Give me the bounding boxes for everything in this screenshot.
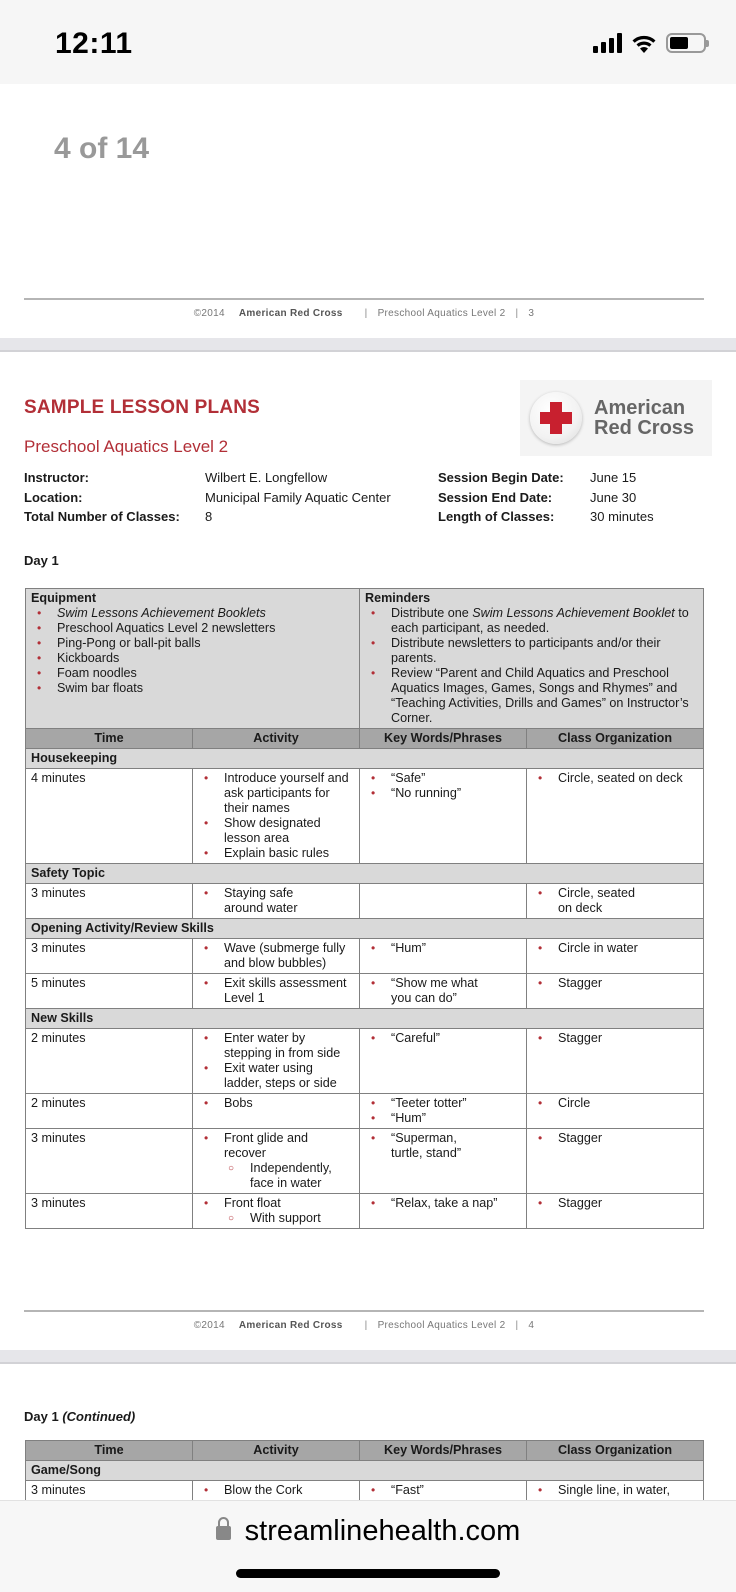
list-item: • Review “Parent and Child Aquatics and Preschool Aquatics Images, Games, Songs and Rhymes” and “Teaching Activities, Drills and Games” on Instructor’s Corner.: [365, 666, 698, 726]
activity-item: • Front float: [198, 1196, 354, 1211]
reminders-list: [365, 606, 698, 726]
footer-brand: American Red Cross: [238, 308, 343, 319]
keyword-item: • “Fast”: [365, 1483, 521, 1498]
location-value: Municipal Family Aquatic Center: [205, 489, 391, 505]
activity-item: • Front glide and recover: [198, 1131, 354, 1161]
keyword-item: • “Safe”: [365, 771, 521, 786]
column-header-activity: Activity: [193, 1441, 360, 1461]
home-indicator[interactable]: [236, 1569, 500, 1578]
lock-icon: [216, 1526, 231, 1540]
activity-subitem: ○ Independently, face in water: [198, 1161, 354, 1191]
list-item: • Foam noodles: [31, 666, 354, 681]
activity-subitem: ○ With support: [198, 1211, 354, 1226]
red-cross-icon: [530, 392, 582, 444]
column-header-keywords: Key Words/Phrases: [360, 729, 527, 749]
table-row: [26, 884, 704, 919]
table-header: [26, 1441, 704, 1461]
column-header-activity: Activity: [193, 729, 360, 749]
time-cell: 2 minutes: [26, 1029, 193, 1094]
page-footer-4: ©2014 American Red Cross | Preschool Aquatics Level 2 | 4: [24, 1310, 704, 1331]
time-cell: 3 minutes: [26, 884, 193, 919]
keyword-item: • “Show me what you can do”: [365, 976, 521, 1006]
table-row: [26, 974, 704, 1009]
footer-doc-title: Preschool Aquatics Level 2: [377, 308, 506, 319]
keyword-item: • “No running”: [365, 786, 521, 801]
footer-page-number: 3: [528, 308, 535, 319]
table-row: [26, 1481, 704, 1501]
section-opening-activity: Opening Activity/Review Skills: [26, 919, 704, 939]
battery-icon: [666, 33, 706, 53]
day-label: Day 1: [24, 553, 59, 568]
keyword-item: • “Hum”: [365, 941, 521, 956]
section-game-song: Game/Song: [26, 1461, 704, 1481]
time-cell: 3 minutes: [26, 939, 193, 974]
location-label: Location:: [24, 489, 83, 505]
activity-item: • Explain basic rules: [198, 846, 354, 861]
class-info-right: [438, 468, 718, 527]
table-row: [26, 1194, 704, 1229]
list-item: • Ping-Pong or ball-pit balls: [31, 636, 354, 651]
time-cell: 4 minutes: [26, 769, 193, 864]
page-separator: [0, 1350, 736, 1364]
list-item: • Distribute newsletters to participants and/or their parents.: [365, 636, 698, 666]
url-text: streamlinehealth.com: [244, 1515, 521, 1547]
organization-item: • Stagger: [532, 1131, 698, 1146]
footer-copyright: ©2014: [193, 1320, 225, 1331]
activity-item: • Exit water using ladder, steps or side: [198, 1061, 354, 1091]
list-item: • Preschool Aquatics Level 2 newsletters: [31, 621, 354, 636]
day-continued-label: Day 1 (Continued): [24, 1409, 136, 1424]
begin-date-label: Session Begin Date:: [438, 470, 564, 485]
activity-item: • Wave (submerge fully and blow bubbles): [198, 941, 354, 971]
organization-item: • Circle in water: [532, 941, 698, 956]
column-header-organization: Class Organization: [527, 729, 704, 749]
organization-item: • Circle: [532, 1096, 698, 1111]
activity-item: • Bobs: [198, 1096, 354, 1111]
table-row: [26, 1094, 704, 1129]
activity-item: • Enter water by stepping in from side: [198, 1031, 354, 1061]
time-cell: 3 minutes: [26, 1481, 193, 1501]
class-info-left: [24, 468, 434, 527]
reminders-title: Reminders: [365, 591, 431, 605]
activity-item: • Exit skills assessment Level 1: [198, 976, 354, 1006]
page-footer-3: ©2014 American Red Cross | Preschool Aquatics Level 2 | 3: [24, 298, 704, 319]
table-row: [26, 1029, 704, 1094]
section-housekeeping: Housekeeping: [26, 749, 704, 769]
table-row: [26, 769, 704, 864]
keyword-item: • “Careful”: [365, 1031, 521, 1046]
total-classes-value: 8: [205, 509, 213, 524]
browser-address-bar[interactable]: [0, 1500, 736, 1592]
status-icons: [593, 32, 706, 54]
organization-item: • Circle, seated on deck: [532, 771, 698, 786]
status-time: 12:11: [55, 27, 133, 60]
logo-text-line1: American: [594, 397, 686, 419]
list-item: • Kickboards: [31, 651, 354, 666]
equipment-box: [26, 589, 360, 729]
activity-item: • Staying safe around water: [198, 886, 354, 916]
page-separator: [0, 338, 736, 352]
time-cell: 5 minutes: [26, 974, 193, 1009]
lesson-plan-table: [25, 588, 704, 1229]
column-header-time: Time: [26, 1441, 193, 1461]
class-length-value: 30 minutes: [590, 509, 654, 524]
lesson-plan-table-continued: [25, 1440, 704, 1501]
keyword-item: • “Teeter totter”: [365, 1096, 521, 1111]
time-cell: 3 minutes: [26, 1194, 193, 1229]
logo-text-line2: Red Cross: [594, 417, 695, 439]
time-cell: 2 minutes: [26, 1094, 193, 1129]
organization-item: • Stagger: [532, 1031, 698, 1046]
column-header-time: Time: [26, 729, 193, 749]
keyword-item: • “Relax, take a nap”: [365, 1196, 521, 1211]
footer-copyright: ©2014: [193, 308, 225, 319]
end-date-label: Session End Date:: [438, 489, 553, 505]
instructor-value: Wilbert E. Longfellow: [205, 470, 328, 485]
document-subtitle: Preschool Aquatics Level 2: [24, 437, 229, 456]
reminders-box: [360, 589, 704, 729]
keyword-item: • “Hum”: [365, 1111, 521, 1126]
organization-item: • Stagger: [532, 976, 698, 991]
footer-brand: American Red Cross: [238, 1320, 343, 1331]
column-header-organization: Class Organization: [527, 1441, 704, 1461]
activity-item: • Show designated lesson area: [198, 816, 354, 846]
document-title: SAMPLE LESSON PLANS: [24, 397, 261, 418]
end-date-value: June 30: [590, 489, 637, 505]
keyword-item: • “Superman, turtle, stand”: [365, 1131, 521, 1161]
status-bar: [0, 0, 736, 84]
begin-date-value: June 15: [590, 470, 637, 485]
organization-item: • Stagger: [532, 1196, 698, 1211]
table-row: [26, 939, 704, 974]
table-header: [26, 729, 704, 749]
total-classes-label: Total Number of Classes:: [24, 509, 180, 524]
list-item: • Swim bar floats: [31, 681, 354, 696]
instructor-label: Instructor:: [24, 470, 89, 485]
list-item: • Swim Lessons Achievement Booklets: [31, 606, 354, 621]
keyword-cell-empty: [360, 884, 527, 919]
wifi-icon: [630, 32, 658, 54]
organization-item: • Single line, in water,: [532, 1483, 698, 1498]
footer-page-number: 4: [528, 1320, 535, 1331]
url-display[interactable]: [0, 1515, 736, 1548]
time-cell: 3 minutes: [26, 1129, 193, 1194]
activity-item: • Blow the Cork: [198, 1483, 354, 1498]
page-counter: 4 of 14: [54, 132, 150, 165]
column-header-keywords: Key Words/Phrases: [360, 1441, 527, 1461]
red-cross-logo: [520, 380, 712, 456]
list-item: • Distribute one Swim Lessons Achievement Booklet to each participant, as needed.: [365, 606, 698, 636]
section-new-skills: New Skills: [26, 1009, 704, 1029]
organization-item: • Circle, seated on deck: [532, 886, 698, 916]
activity-item: • Introduce yourself and ask participants for their names: [198, 771, 354, 816]
equipment-title: Equipment: [31, 591, 97, 605]
equipment-list: [31, 606, 354, 696]
footer-doc-title: Preschool Aquatics Level 2: [377, 1320, 506, 1331]
section-safety-topic: Safety Topic: [26, 864, 704, 884]
class-length-label: Length of Classes:: [438, 509, 555, 524]
cellular-signal-icon: [593, 33, 622, 53]
table-row: [26, 1129, 704, 1194]
